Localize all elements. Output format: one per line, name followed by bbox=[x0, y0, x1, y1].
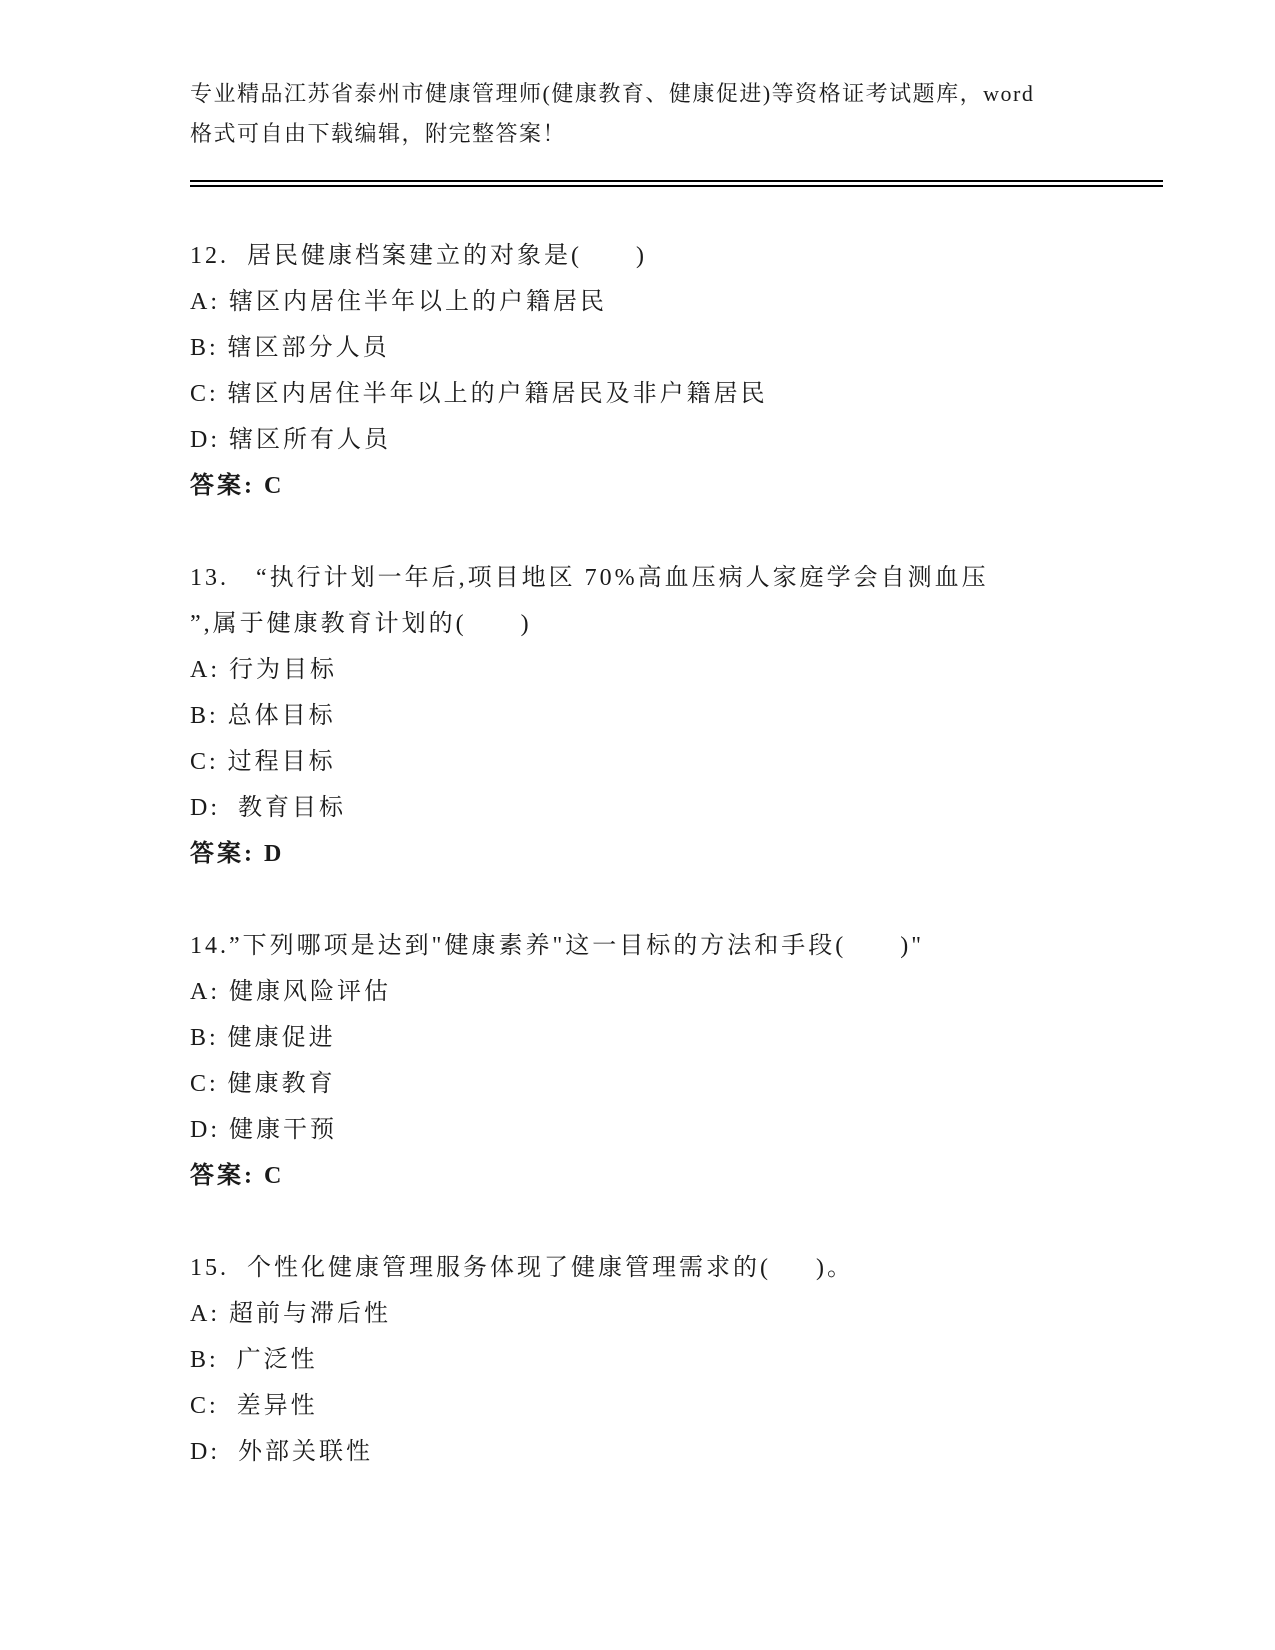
question-block-13 bbox=[190, 555, 1130, 877]
document-header bbox=[190, 74, 1060, 154]
question-block-15 bbox=[190, 1245, 1130, 1475]
option-line: C: 差异性 bbox=[190, 1393, 318, 1419]
option-line: C: 过程目标 bbox=[190, 749, 336, 775]
option-line: B: 广泛性 bbox=[190, 1347, 318, 1373]
answer-line: 答案: C bbox=[190, 473, 285, 499]
answer-line: 答案: D bbox=[190, 841, 285, 867]
question-list bbox=[190, 233, 1130, 1475]
option-line: D: 健康干预 bbox=[190, 1117, 337, 1143]
option-line: D: 教育目标 bbox=[190, 795, 346, 821]
question-text: 12. 居民健康档案建立的对象是( ) bbox=[190, 243, 647, 269]
header-divider-rule bbox=[190, 180, 1163, 187]
option-line: D: 辖区所有人员 bbox=[190, 427, 391, 453]
question-text: 14.”下列哪项是达到"健康素养"这一目标的方法和手段( )" bbox=[190, 933, 925, 959]
option-line: B: 辖区部分人员 bbox=[190, 335, 390, 361]
header-line: 格式可自由下载编辑，附完整答案！ bbox=[190, 121, 567, 146]
header-line: 专业精品江苏省泰州市健康管理师(健康教育、健康促进)等资格证考试题库，word bbox=[190, 81, 1035, 106]
option-line: C: 辖区内居住半年以上的户籍居民及非户籍居民 bbox=[190, 381, 768, 407]
question-block-12 bbox=[190, 233, 1130, 509]
question-text: 13. “执行计划一年后,项目地区 70%高血压病人家庭学会自测血压 bbox=[190, 565, 989, 591]
option-line: A: 健康风险评估 bbox=[190, 979, 391, 1005]
option-line: B: 健康促进 bbox=[190, 1025, 336, 1051]
option-line: A: 辖区内居住半年以上的户籍居民 bbox=[190, 289, 607, 315]
question-block-14 bbox=[190, 923, 1130, 1199]
option-line: A: 行为目标 bbox=[190, 657, 337, 683]
answer-line: 答案: C bbox=[190, 1163, 285, 1189]
question-text: 15. 个性化健康管理服务体现了健康管理需求的( )。 bbox=[190, 1255, 854, 1281]
option-line: D: 外部关联性 bbox=[190, 1439, 373, 1465]
option-line: A: 超前与滞后性 bbox=[190, 1301, 391, 1327]
question-text: ”,属于健康教育计划的( ) bbox=[190, 611, 532, 637]
option-line: B: 总体目标 bbox=[190, 703, 336, 729]
option-line: C: 健康教育 bbox=[190, 1071, 336, 1097]
